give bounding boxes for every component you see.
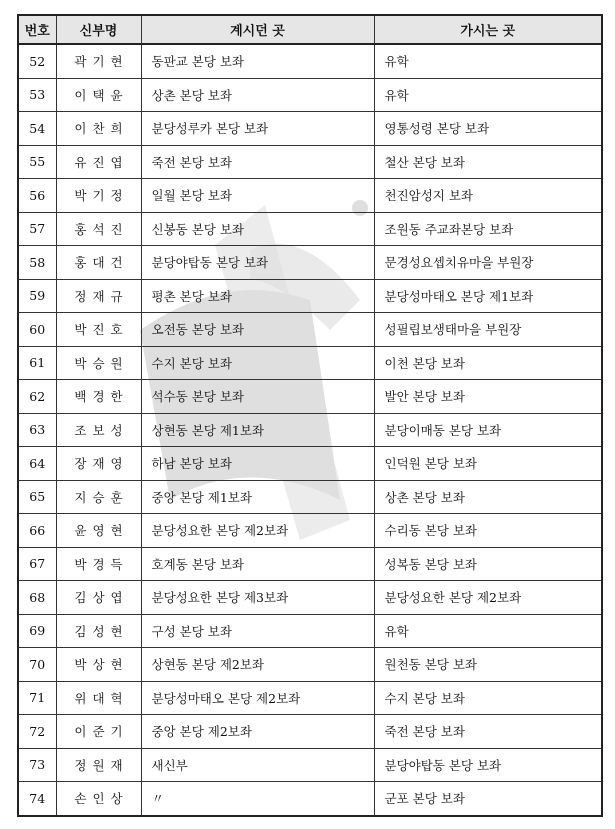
row-number: 70	[18, 648, 56, 682]
table-row	[18, 715, 602, 749]
previous-post: 분당성요한 본당 제3보좌	[141, 581, 374, 615]
new-post: 분당이매동 본당 보좌	[374, 413, 602, 447]
assignment-table	[17, 14, 603, 817]
row-number: 67	[18, 547, 56, 581]
previous-post: 수지 본당 보좌	[141, 346, 374, 380]
previous-post: 분당성루카 본당 보좌	[141, 112, 374, 146]
new-post: 조원동 주교좌본당 보좌	[374, 212, 602, 246]
new-post: 수지 본당 보좌	[374, 681, 602, 715]
new-post: 철산 본당 보좌	[374, 145, 602, 179]
previous-post: 죽전 본당 보좌	[141, 145, 374, 179]
new-post: 군포 본당 보좌	[374, 782, 602, 816]
row-number: 56	[18, 179, 56, 213]
priest-name: 윤영현	[56, 514, 141, 548]
previous-post: 상촌 본당 보좌	[141, 78, 374, 112]
new-post: 분당야탑동 본당 보좌	[374, 748, 602, 782]
table-row	[18, 748, 602, 782]
new-post: 유학	[374, 614, 602, 648]
table-row	[18, 179, 602, 213]
new-post: 발안 본당 보좌	[374, 380, 602, 414]
new-post: 분당성요한 본당 제2보좌	[374, 581, 602, 615]
previous-post: 분당성마태오 본당 제2보좌	[141, 681, 374, 715]
row-number: 59	[18, 279, 56, 313]
priest-name: 백경한	[56, 380, 141, 414]
table-row	[18, 648, 602, 682]
row-number: 62	[18, 380, 56, 414]
previous-post: 새신부	[141, 748, 374, 782]
table-row	[18, 480, 602, 514]
priest-name: 지승훈	[56, 480, 141, 514]
header-row	[18, 15, 602, 44]
row-number: 58	[18, 246, 56, 280]
table-row	[18, 681, 602, 715]
row-number: 65	[18, 480, 56, 514]
new-post: 천진암성지 보좌	[374, 179, 602, 213]
new-post: 유학	[374, 44, 602, 78]
previous-post: 중앙 본당 제2보좌	[141, 715, 374, 749]
table-row	[18, 78, 602, 112]
priest-name: 위대혁	[56, 681, 141, 715]
previous-post: 상현동 본당 제2보좌	[141, 648, 374, 682]
row-number: 69	[18, 614, 56, 648]
new-post: 유학	[374, 78, 602, 112]
priest-name: 곽기현	[56, 44, 141, 78]
priest-name: 이준기	[56, 715, 141, 749]
previous-post: 〃	[141, 782, 374, 816]
table-row	[18, 279, 602, 313]
row-number: 73	[18, 748, 56, 782]
new-post: 수리동 본당 보좌	[374, 514, 602, 548]
previous-post: 분당야탑동 본당 보좌	[141, 246, 374, 280]
table-row	[18, 614, 602, 648]
table-row	[18, 447, 602, 481]
row-number: 54	[18, 112, 56, 146]
header-no: 번호	[18, 15, 56, 44]
table-row	[18, 44, 602, 78]
table-row	[18, 581, 602, 615]
previous-post: 분당성요한 본당 제2보좌	[141, 514, 374, 548]
previous-post: 오전동 본당 보좌	[141, 313, 374, 347]
new-post: 성필립보생태마을 부원장	[374, 313, 602, 347]
new-post: 문경성요셉치유마을 부원장	[374, 246, 602, 280]
priest-name: 김성현	[56, 614, 141, 648]
table-row	[18, 514, 602, 548]
previous-post: 호계동 본당 보좌	[141, 547, 374, 581]
previous-post: 상현동 본당 제1보좌	[141, 413, 374, 447]
priest-name: 김상엽	[56, 581, 141, 615]
row-number: 52	[18, 44, 56, 78]
row-number: 57	[18, 212, 56, 246]
priest-name: 이찬희	[56, 112, 141, 146]
table-row	[18, 346, 602, 380]
row-number: 55	[18, 145, 56, 179]
header-prev: 계시던 곳	[141, 15, 374, 44]
table-row	[18, 313, 602, 347]
new-post: 영통성령 본당 보좌	[374, 112, 602, 146]
table-row	[18, 246, 602, 280]
table-row	[18, 413, 602, 447]
previous-post: 구성 본당 보좌	[141, 614, 374, 648]
table-row	[18, 145, 602, 179]
row-number: 64	[18, 447, 56, 481]
previous-post: 석수동 본당 보좌	[141, 380, 374, 414]
row-number: 74	[18, 782, 56, 816]
new-post: 성복동 본당 보좌	[374, 547, 602, 581]
row-number: 71	[18, 681, 56, 715]
priest-name: 박진호	[56, 313, 141, 347]
row-number: 61	[18, 346, 56, 380]
priest-name: 박상현	[56, 648, 141, 682]
table-row	[18, 782, 602, 816]
priest-name: 유진엽	[56, 145, 141, 179]
previous-post: 중앙 본당 제1보좌	[141, 480, 374, 514]
priest-name: 조보성	[56, 413, 141, 447]
header-name: 신부명	[56, 15, 141, 44]
row-number: 63	[18, 413, 56, 447]
priest-name: 홍대건	[56, 246, 141, 280]
table-row	[18, 380, 602, 414]
row-number: 66	[18, 514, 56, 548]
new-post: 상촌 본당 보좌	[374, 480, 602, 514]
priest-name: 박승원	[56, 346, 141, 380]
priest-name: 이택윤	[56, 78, 141, 112]
row-number: 53	[18, 78, 56, 112]
priest-name: 박기정	[56, 179, 141, 213]
previous-post: 신봉동 본당 보좌	[141, 212, 374, 246]
new-post: 이천 본당 보좌	[374, 346, 602, 380]
priest-name: 장재영	[56, 447, 141, 481]
previous-post: 평촌 본당 보좌	[141, 279, 374, 313]
header-cur: 가시는 곳	[374, 15, 602, 44]
row-number: 68	[18, 581, 56, 615]
priest-name: 홍석진	[56, 212, 141, 246]
table-row	[18, 212, 602, 246]
table-row	[18, 547, 602, 581]
row-number: 72	[18, 715, 56, 749]
priest-name: 손인상	[56, 782, 141, 816]
previous-post: 일월 본당 보좌	[141, 179, 374, 213]
previous-post: 하남 본당 보좌	[141, 447, 374, 481]
new-post: 원천동 본당 보좌	[374, 648, 602, 682]
previous-post: 동판교 본당 보좌	[141, 44, 374, 78]
new-post: 인덕원 본당 보좌	[374, 447, 602, 481]
priest-name: 박경득	[56, 547, 141, 581]
table-row	[18, 112, 602, 146]
priest-name: 정원재	[56, 748, 141, 782]
row-number: 60	[18, 313, 56, 347]
priest-name: 정재규	[56, 279, 141, 313]
new-post: 분당성마태오 본당 제1보좌	[374, 279, 602, 313]
new-post: 죽전 본당 보좌	[374, 715, 602, 749]
